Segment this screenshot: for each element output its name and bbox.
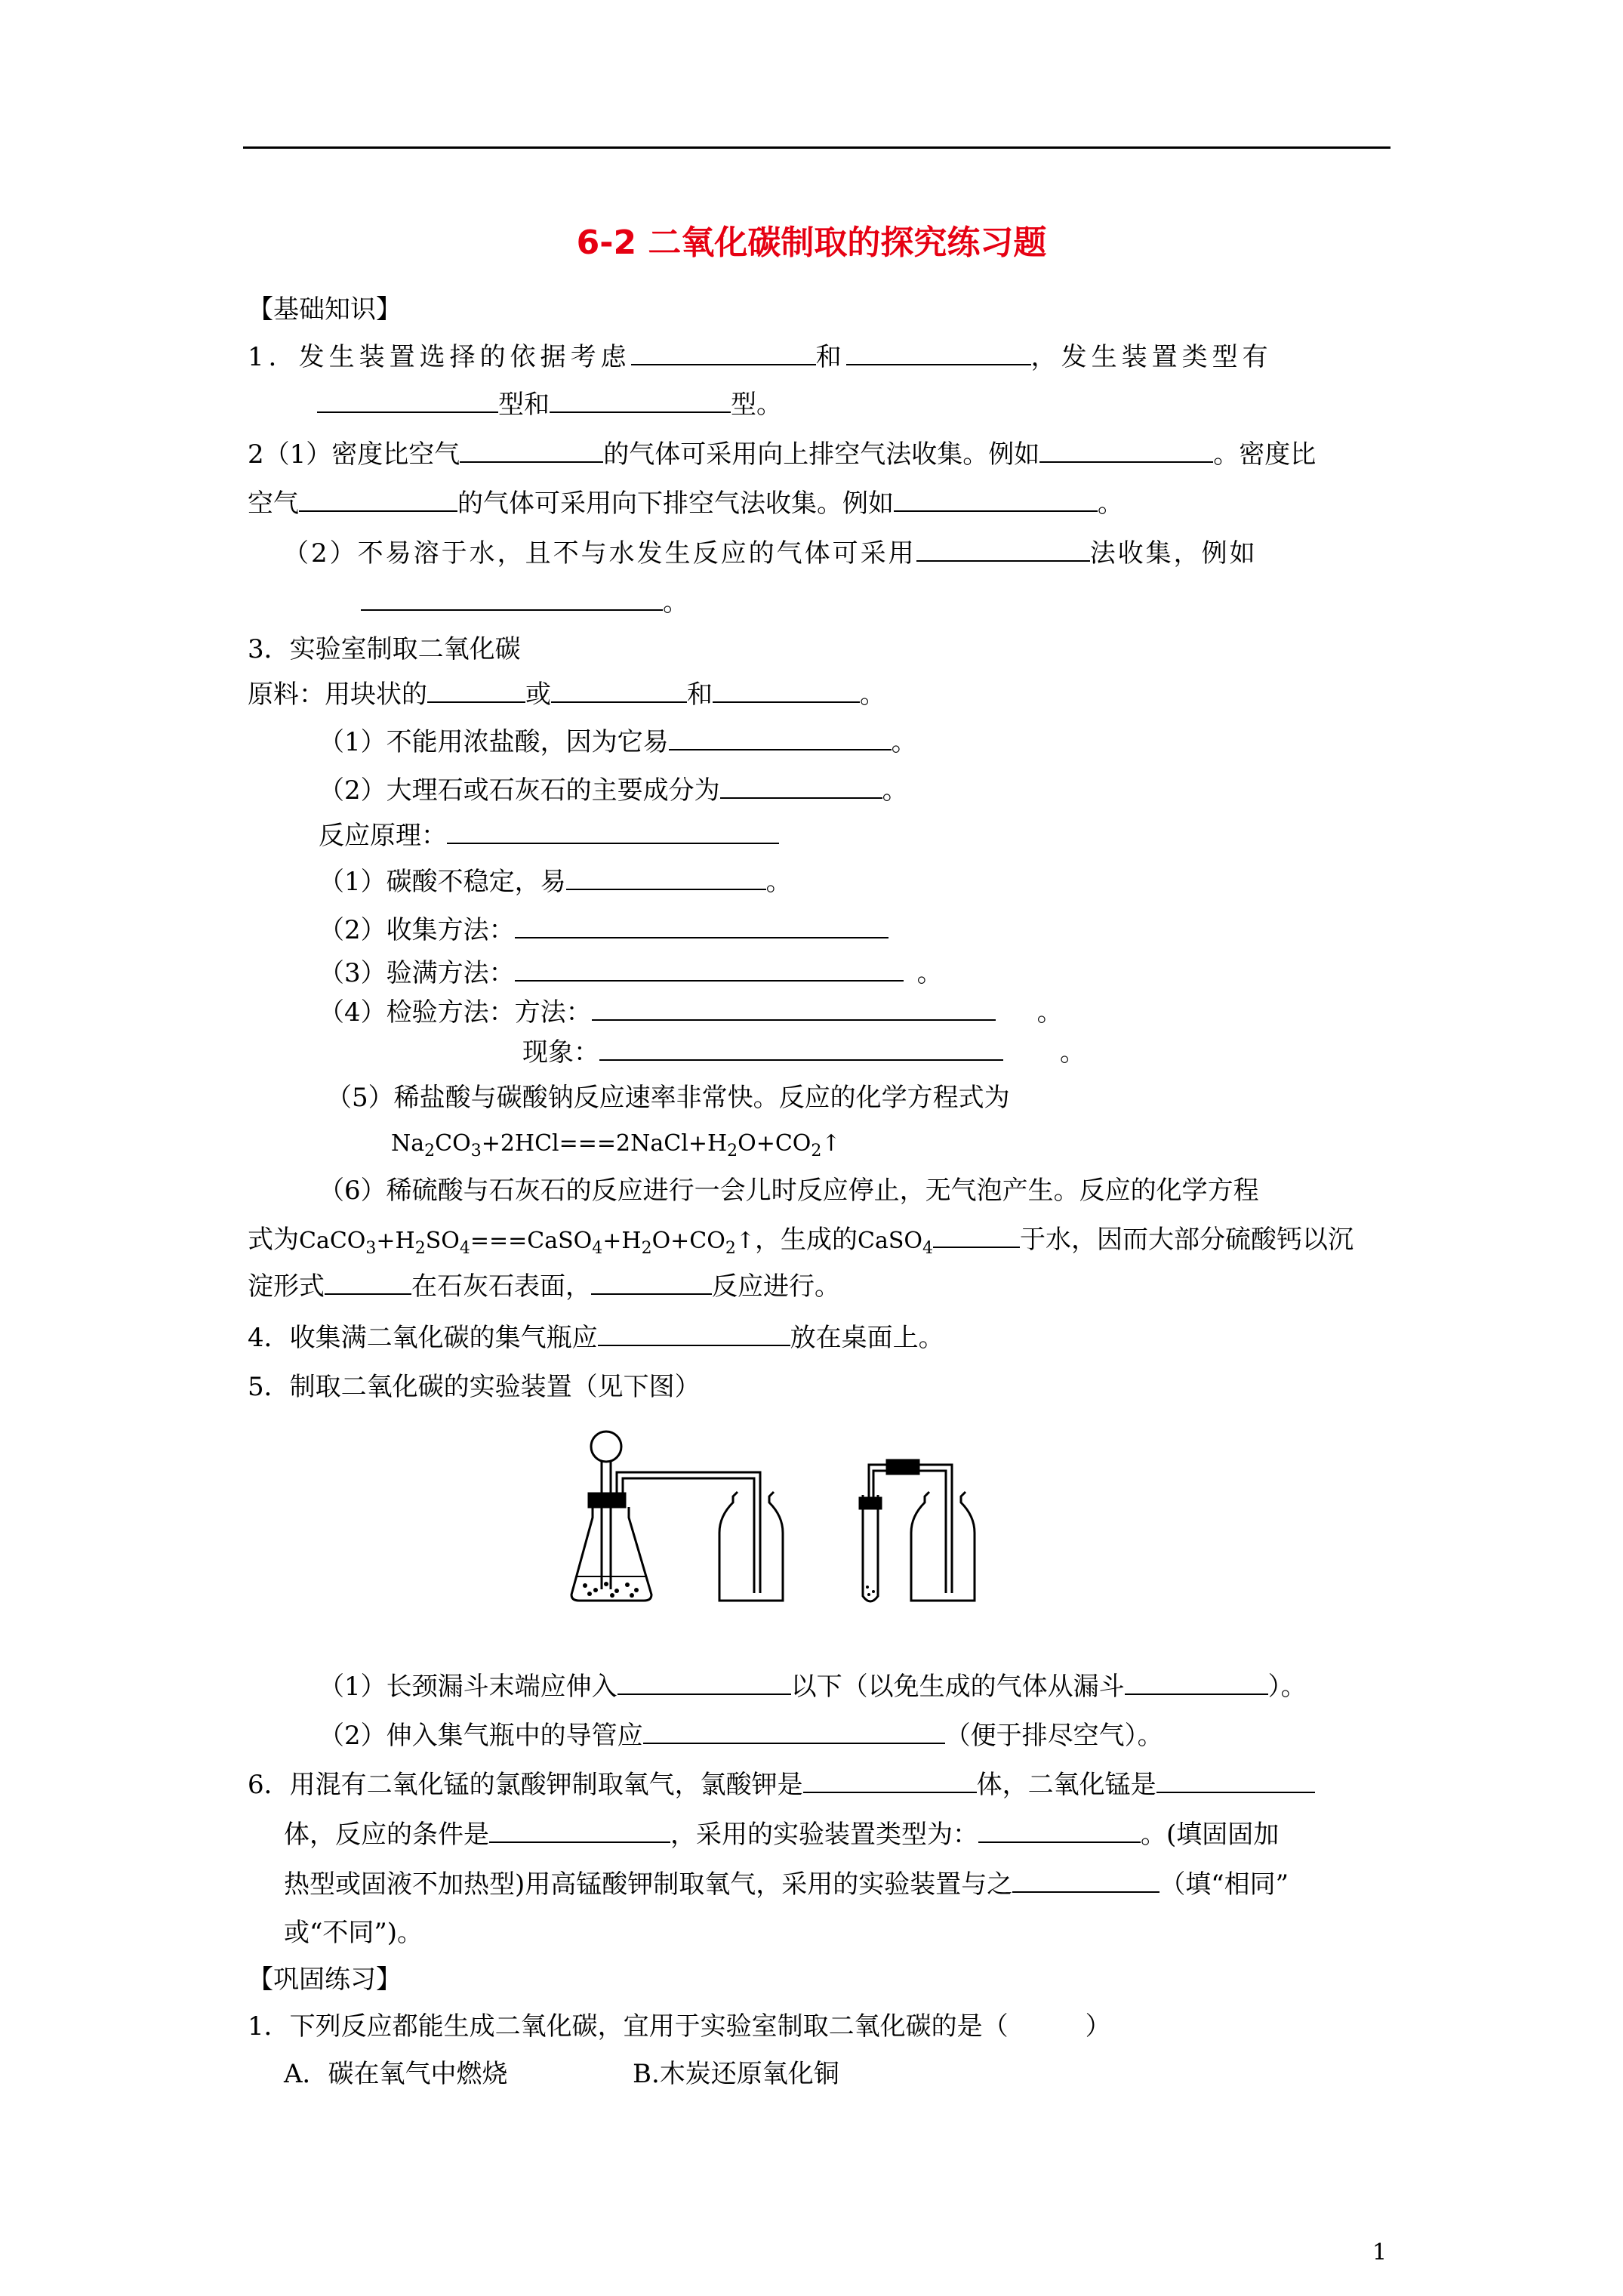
q3-t6-line2: 式为$CaCO_3+H_2SO_4===CaSO_4+H_2O+CO_2↑$，生成的CaSO$_4$ 于水，因而大部分硫酸钙以沉 <box>248 1225 1354 1258</box>
q3-t6-line1: （6）稀硫酸与石灰石的反应进行一会儿时反应停止，无气泡产生。反应的化学方程 <box>319 1176 1259 1206</box>
q2-line1: 2（1）密度比空气 的气体可采用向上排空气法收集。例如 。密度比 <box>248 439 1317 470</box>
p1-question: 1．下列反应都能生成二氧化碳，宜用于实验室制取二氧化碳的是（ ） <box>248 2011 1111 2042</box>
q3-s2: （2）大理石或石灰石的主要成分为 。 <box>319 775 908 806</box>
funnel-bulb <box>591 1432 621 1462</box>
q3-t2: （2）收集方法： <box>319 914 888 947</box>
q2-line4: 。 <box>361 586 688 619</box>
gas-jar-2 <box>911 1492 975 1601</box>
q6-line3: 热型或固液不加热型)用高锰酸钾制取氧气，采用的实验装置与之 （填“相同” <box>284 1869 1289 1900</box>
q3-t5: （5）稀盐酸与碳酸钠反应速率非常快。反应的化学方程式为 <box>326 1083 1010 1113</box>
q2-line2: 空气 的气体可采用向下排空气法收集。例如 。 <box>248 488 1123 519</box>
q3-t1: （1）碳酸不稳定，易 。 <box>319 867 792 897</box>
section-basic: 【基础知识】 <box>248 294 402 325</box>
q3-head: 3．实验室制取二氧化碳 <box>248 634 521 664</box>
p1-option-b: B.木炭还原氧化铜 <box>633 2059 839 2089</box>
q3-t4: （4）检验方法：方法： 。 <box>319 997 1063 1028</box>
gas-jar-1 <box>719 1492 783 1601</box>
page-title: 6-2 二氧化碳制取的探究练习题 <box>576 223 1047 262</box>
q4: 4．收集满二氧化碳的集气瓶应 放在桌面上。 <box>248 1323 944 1353</box>
q3-raw: 原料：用块状的 或 和 。 <box>248 680 885 710</box>
q3-t4-phenomenon: 现象： 。 <box>522 1037 1086 1068</box>
page-number: 1 <box>1372 2239 1387 2266</box>
q3-t6-line3: 淀形式 在石灰石表面， 反应进行。 <box>248 1271 840 1302</box>
q5-s1: （1）长颈漏斗末端应伸入 以下（以免生成的气体从漏斗 ）。 <box>319 1672 1307 1702</box>
section-practice: 【巩固练习】 <box>248 1965 402 1995</box>
q5-s2: （2）伸入集气瓶中的导管应 （便于排尽空气）。 <box>319 1721 1163 1751</box>
stopper <box>589 1493 625 1507</box>
q3-t3: （3）验满方法： 。 <box>319 958 943 988</box>
header-rule <box>243 146 1390 149</box>
q6-line4: 或“不同”)。 <box>284 1918 423 1948</box>
marble-chips <box>583 1582 875 1598</box>
q6-line1: 6．用混有二氧化锰的氯酸钾制取氧气，氯酸钾是 体，二氧化锰是 <box>248 1768 1315 1801</box>
p1-option-a: A．碳在氧气中燃烧 <box>284 2059 508 2089</box>
test-tube <box>863 1495 878 1601</box>
q3-t5-equation: $Na_2CO_3+2HCl===2NaCl+H_2O+CO_2↑$ <box>391 1130 841 1160</box>
q6-line2: 体，反应的条件是 ，采用的实验装置类型为： 。(填固固加 <box>284 1820 1280 1850</box>
q1-line1: 1．发生装置选择的依据考虑 和 ，发生装置类型有 <box>248 342 1273 372</box>
q3-principle: 反应原理： <box>319 819 779 852</box>
co2-apparatus-diagram <box>562 1419 1015 1616</box>
q3-s1: （1）不能用浓盐酸，因为它易 。 <box>319 727 917 757</box>
q1-line2: 型和 型。 <box>317 388 782 421</box>
q5-head: 5．制取二氧化碳的实验装置（见下图） <box>248 1372 701 1402</box>
delivery-tube <box>617 1472 760 1593</box>
q2-line3: （2）不易溶于水，且不与水发生反应的气体可采用 法收集，例如 <box>283 538 1258 569</box>
